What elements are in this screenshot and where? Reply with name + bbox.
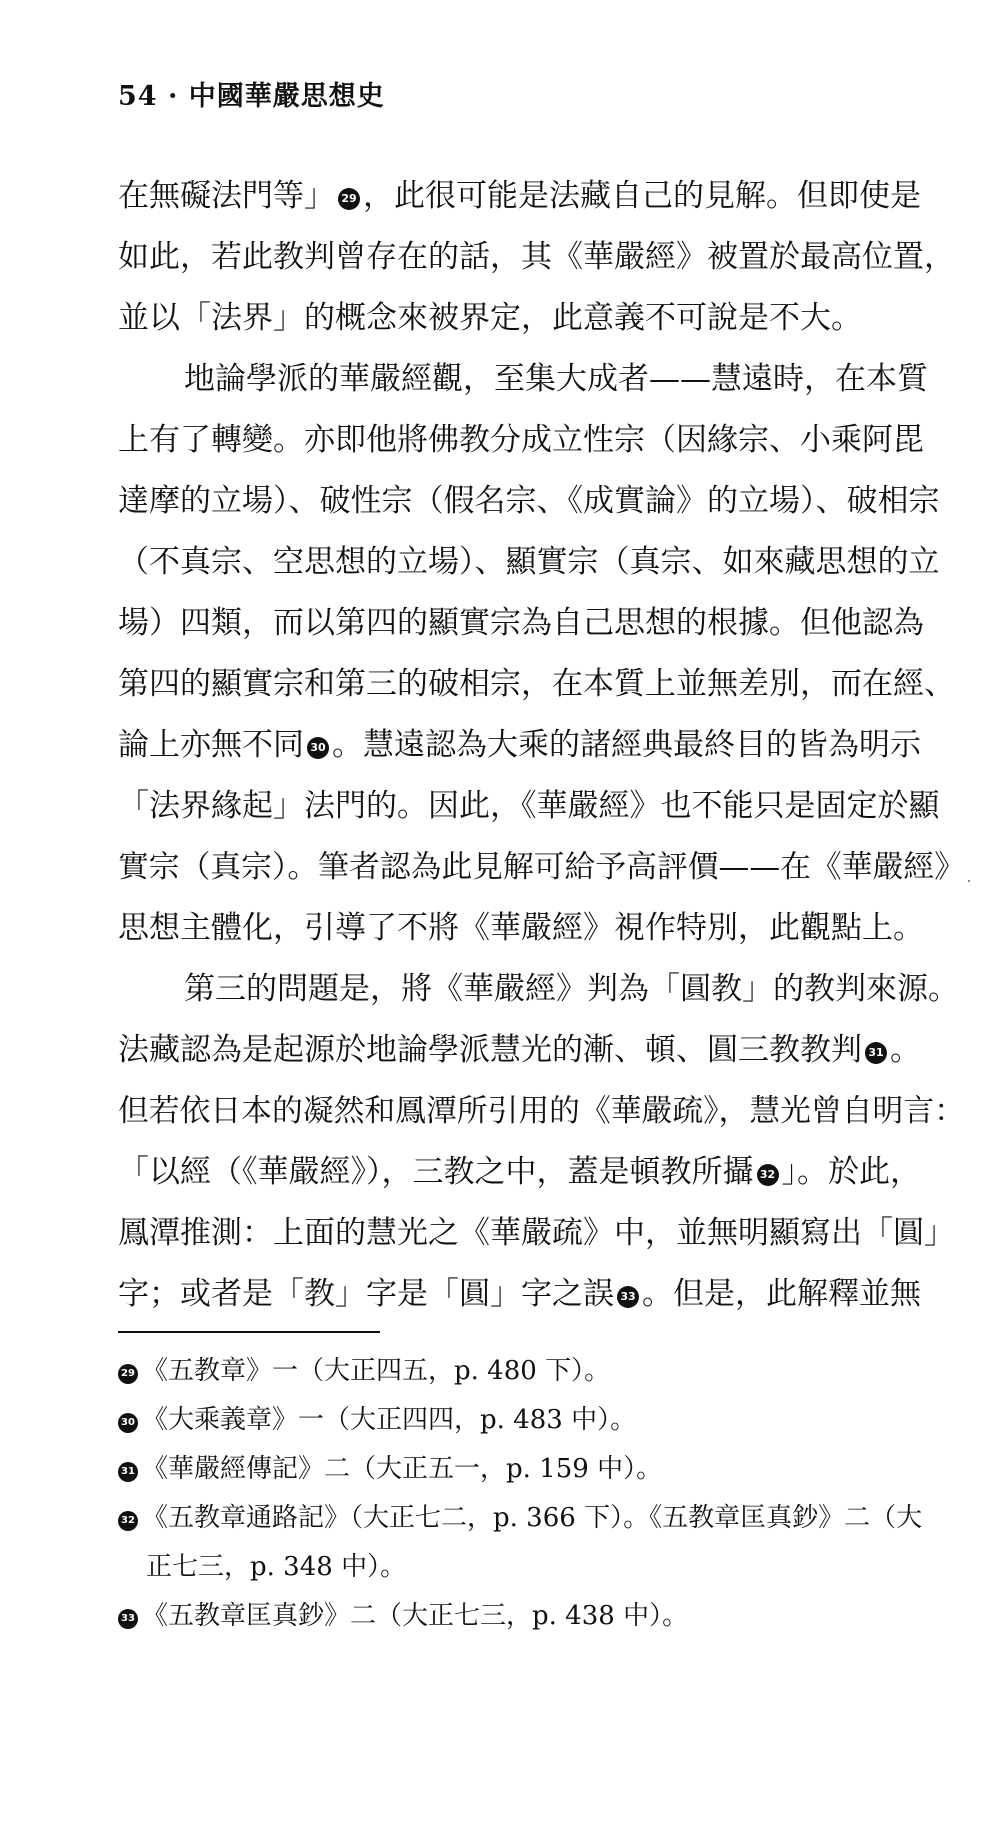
- note-ref-31: 31: [865, 1042, 887, 1064]
- note-ref-33: 33: [617, 1286, 639, 1308]
- body-line: 場）四類，而以第四的顯實宗為自己思想的根據。但他認為: [118, 605, 924, 641]
- body-line: 但若依日本的凝然和鳳潭所引用的《華嚴疏》，慧光曾自明言：: [118, 1093, 965, 1129]
- body-line: 上有了轉變。亦即他將佛教分成立性宗（因緣宗、小乘阿毘: [118, 422, 924, 458]
- body-line: 實宗（真宗）。筆者認為此見解可給予高評價——在《華嚴經》: [118, 849, 965, 885]
- footnote-mark: 33: [118, 1609, 138, 1629]
- body-line: 論上亦無不同 30 。慧遠認為大乘的諸經典最終目的皆為明示: [118, 727, 921, 763]
- note-ref-32: 32: [757, 1164, 779, 1186]
- body-line: 思想主體化，引導了不將《華嚴經》視作特別，此觀點上。: [118, 910, 924, 946]
- book-title: 中國華嚴思想史: [188, 81, 385, 112]
- running-header: [118, 74, 385, 113]
- body-line: 鳳潭推測：上面的慧光之《華嚴疏》中，並無明顯寫出「圓」: [118, 1215, 955, 1251]
- header-separator: ·: [167, 81, 179, 112]
- note-ref-29: 29: [338, 188, 360, 210]
- page-number: 54: [118, 81, 158, 112]
- body-text: [118, 166, 970, 1325]
- footnote-mark: 30: [118, 1413, 138, 1433]
- footnote-32-continued: 正七三，p. 348 中）。: [146, 1552, 407, 1582]
- body-line: 並以「法界」的概念來被界定，此意義不可說是不大。: [118, 300, 862, 336]
- footnote-mark: 31: [118, 1462, 138, 1482]
- body-line: 「以經（《華嚴經》），三教之中，蓋是頓教所攝 32 」。於此，: [118, 1154, 921, 1190]
- footnote-divider: [118, 1331, 380, 1333]
- paragraph-start: 地論學派的華嚴經觀，至集大成者——慧遠時，在本質: [184, 361, 928, 397]
- footnote-33: 33 《五教章匡真鈔》二（大正七三，p. 438 中）。: [118, 1592, 970, 1641]
- body-line: 如此，若此教判曾存在的話，其《華嚴經》被置於最高位置，: [118, 239, 955, 275]
- body-line: （不真宗、空思想的立場）、顯實宗（真宗、如來藏思想的立: [118, 544, 940, 580]
- paragraph-start: 第三的問題是，將《華嚴經》判為「圓教」的教判來源。: [184, 971, 959, 1007]
- body-line: 字；或者是「教」字是「圓」字之誤 33 。但是，此解釋並無: [118, 1276, 921, 1312]
- footnote-29: 29 《五教章》一（大正四五，p. 480 下）。: [118, 1347, 970, 1396]
- footnote-mark: 29: [118, 1364, 138, 1384]
- body-line: 「法界緣起」法門的。因此，《華嚴經》也不能只是固定於顯: [118, 788, 940, 824]
- note-ref-30: 30: [307, 737, 329, 759]
- footnote-30: 30 《大乘義章》一（大正四四，p. 483 中）。: [118, 1396, 970, 1445]
- footnotes: [118, 1347, 970, 1641]
- body-line: 第四的顯實宗和第三的破相宗，在本質上並無差別，而在經、: [118, 666, 955, 702]
- body-line: 達摩的立場）、破性宗（假名宗、《成實論》的立場）、破相宗: [118, 483, 940, 519]
- footnote-31: 31 《華嚴經傳記》二（大正五一，p. 159 中）。: [118, 1445, 970, 1494]
- footnote-mark: 32: [118, 1511, 138, 1531]
- body-line: 法藏認為是起源於地論學派慧光的漸、頓、圓三教教判 31 。: [118, 1032, 921, 1068]
- body-line: 在無礙法門等」 29 ，此很可能是法藏自己的見解。但即使是: [118, 178, 921, 214]
- scan-speck: [968, 880, 970, 882]
- footnote-32: 32 《五教章通路記》（大正七二，p. 366 下）。《五教章匡真鈔》二（大: [118, 1494, 970, 1543]
